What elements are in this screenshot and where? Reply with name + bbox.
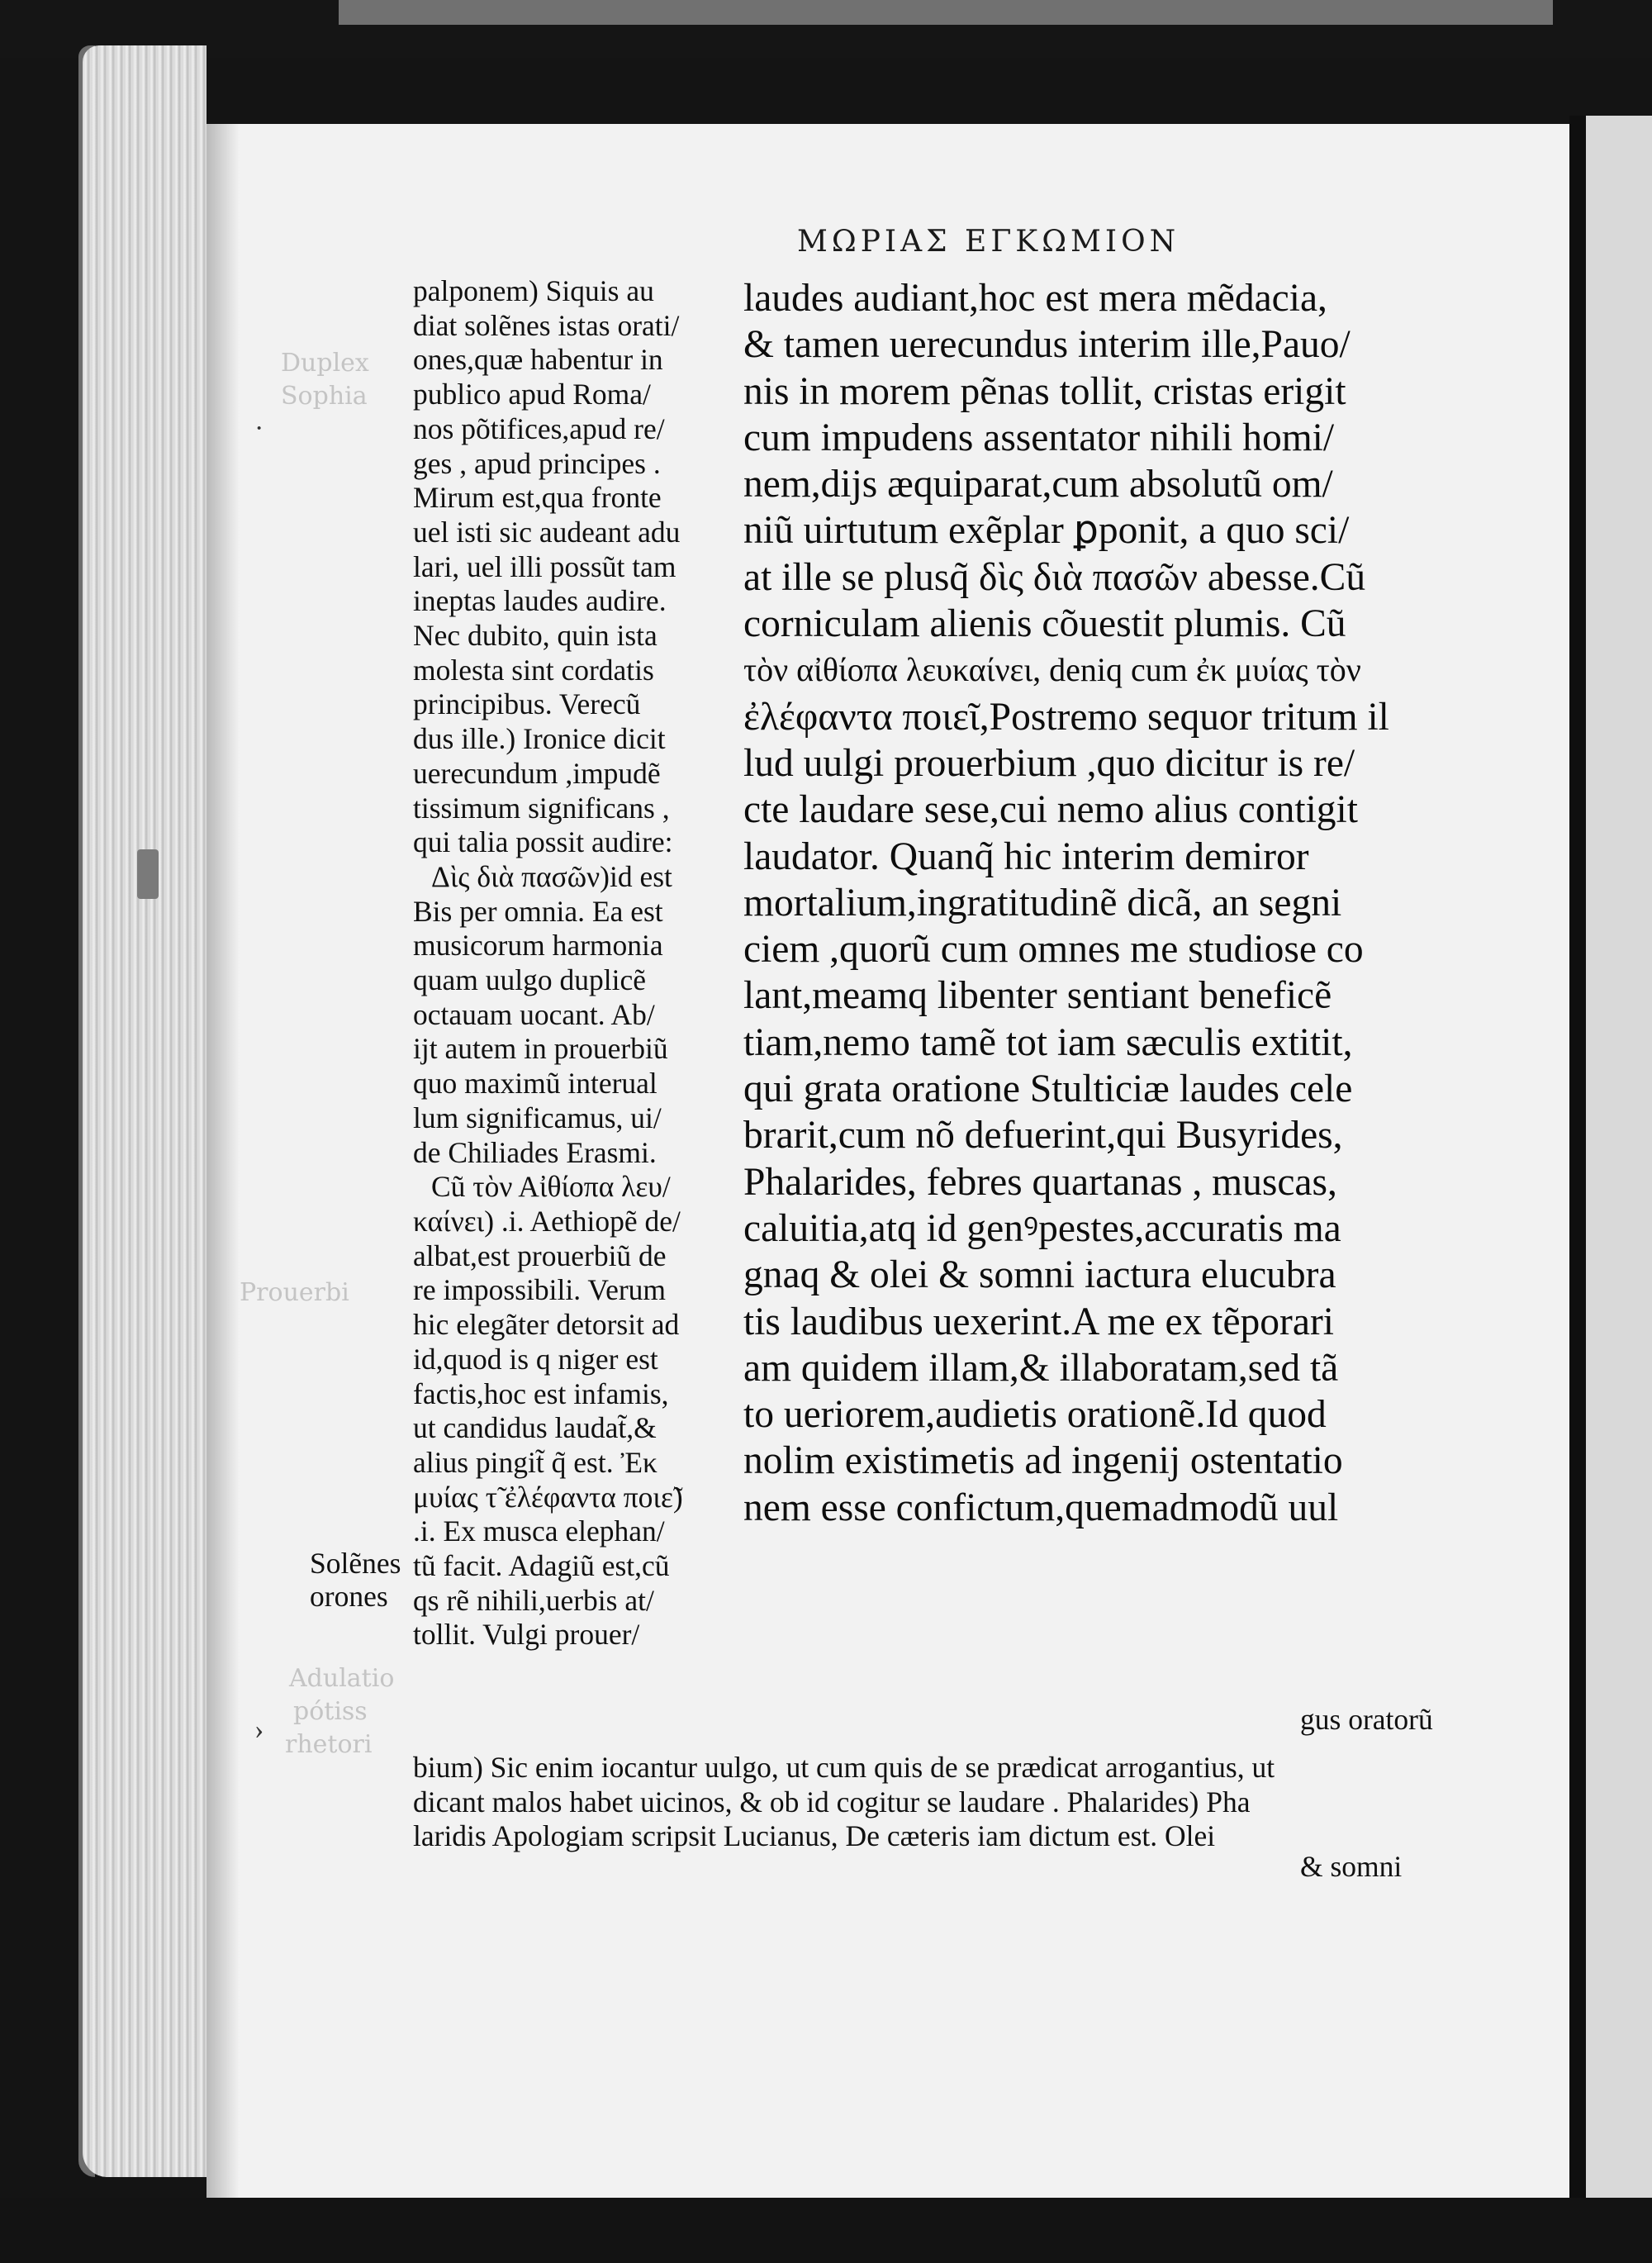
commentary-line: hic elegãter detorsit ad [413, 1308, 680, 1342]
main-text-line: laudator. Quanq̃ hic interim demiror [743, 834, 1309, 878]
next-page-sliver [1586, 116, 1652, 2231]
commentary-line: quo maximũ interual [413, 1067, 657, 1101]
commentary-line: tollit. Vulgi prouer/ [413, 1618, 640, 1652]
commentary-line: uel isti sic audeant adu [413, 515, 681, 549]
commentary-line: Cũ τὸν Αἰθίοπα λευ/ [431, 1170, 671, 1204]
main-text-line: nem,dijs æquiparat,cum absolutũ om/ [743, 463, 1333, 506]
ghost-text: Adulatio [289, 1664, 395, 1693]
commentary-line: Δὶς διὰ πασῶν)id est [431, 859, 672, 893]
commentary-line: lari, uel illi possũt tam [413, 549, 676, 583]
main-text-column [743, 275, 1429, 1531]
main-text-line: ἐλέφαντα ποιεῖ,Postremo sequor tritum il [743, 695, 1389, 739]
commentary-line: Bis per omnia. Ea est [413, 894, 663, 928]
commentary-line: molesta sint cordatis [413, 653, 654, 687]
gutter-shade [206, 124, 240, 2206]
commentary-line: lum significamus, ui/ [413, 1101, 662, 1134]
commentary-line: albat,est prouerbiũ de [413, 1238, 667, 1272]
main-text-line: nolim existimetis ad ingenij ostentatio [743, 1439, 1343, 1483]
commentary-line: re impossibili. Verum [413, 1273, 667, 1307]
top-next-volume [339, 0, 1553, 25]
main-text-fragment: gus oratorũ [1300, 1703, 1433, 1736]
margin-note-line: orones [310, 1580, 388, 1613]
main-text-line: lud uulgi prouerbium ,quo dicitur is re/ [743, 741, 1355, 785]
catchword: & somni [1300, 1850, 1403, 1883]
main-text-line: brarit,cum nõ defuerint,qui Busyrides, [743, 1114, 1343, 1158]
main-text-line: cte laudare sese,cui nemo alius contigit [743, 788, 1358, 832]
commentary-line: Nec dubito, quin ista [413, 619, 657, 653]
commentary-line: id,quod is q niger est [413, 1342, 658, 1376]
ghost-text: Sophia [281, 382, 368, 411]
ghost-text: Duplex [281, 349, 369, 378]
ghost-text: pótiss [293, 1697, 368, 1726]
main-text-line: & tamen uerecundus interim ille,Pauo/ [743, 323, 1351, 367]
commentary-line: ges , apud principes . [413, 446, 661, 480]
commentary-line: uerecundum ,impudẽ [413, 756, 661, 790]
main-text-line: to ueriorem,audietis orationẽ.Id quod [743, 1393, 1327, 1437]
commentary-line: tũ facit. Adagiũ est,cũ [413, 1549, 670, 1583]
commentary-line: ijt autem in prouerbiũ [413, 1032, 668, 1066]
main-text-line: tiam,nemo tamẽ tot iam sæculis extitit, [743, 1020, 1353, 1064]
commentary-line: factis,hoc est infamis, [413, 1376, 669, 1410]
commentary-line: καίνει) .i. Aethiopẽ de/ [413, 1204, 681, 1238]
commentary-line: Mirum est,qua fronte [413, 481, 662, 515]
commentary-line: ut candidus laudat̃,& [413, 1411, 657, 1445]
main-text-line: τὸν αἰθίοπα λευκαίνει, deniq cum ἐκ μυίας τὸν [743, 651, 1361, 689]
ink-speck: › [254, 1714, 264, 1745]
ghost-text: Prouerbi [240, 1278, 349, 1307]
commentary-line: .i. Ex musca elephan/ [413, 1514, 665, 1548]
margin-note-line: Solẽnes [310, 1547, 401, 1580]
commentary-column [413, 274, 719, 1652]
main-text-line: ciem ,quorũ cum omnes me studiose co [743, 928, 1364, 972]
commentary-tail [413, 1751, 1446, 1854]
main-text-line: cum impudens assentator nihili homi/ [743, 416, 1335, 459]
main-text-line: tis laudibus uexerint.A me ex tẽporari [743, 1300, 1334, 1343]
commentary-line: quam uulgo duplicẽ [413, 963, 646, 997]
main-text-line: niũ uirtutum exẽplar ꝑponit, a quo sci/ [743, 509, 1350, 553]
margin-note [310, 1547, 401, 1613]
commentary-line: dus ille.) Ironice dicit [413, 722, 666, 756]
commentary-line: tissimum significans , [413, 791, 670, 825]
main-text-line: gnaq & olei & somni iactura elucubra [743, 1253, 1336, 1297]
running-header: MΩPIAΣ EΓKΩMION [797, 225, 1180, 259]
commentary-line: octauam uocant. Ab/ [413, 997, 655, 1031]
commentary-tail-line: bium) Sic enim iocantur uulgo, ut cum quis de se prædicat arrogantius, ut [413, 1751, 1275, 1784]
main-text-line: at ille se plusq̃ δὶς διὰ πασῶν abesse.Cũ [743, 555, 1366, 599]
main-text-line: corniculam alienis cõuestit plumis. Cũ [743, 602, 1346, 646]
main-text-line: Phalarides, febres quartanas , muscas, [743, 1160, 1337, 1204]
main-text-line: nis in morem pẽnas tollit, cristas erigit [743, 369, 1346, 413]
ghost-text: rhetori [285, 1730, 373, 1759]
commentary-line: palponem) Siquis au [413, 274, 654, 307]
main-text-line: am quidem illam,& illaboratam,sed tã [743, 1346, 1339, 1390]
ink-speck: · [254, 413, 264, 444]
main-text-line: mortalium,ingratitudinẽ dicã, an segni [743, 881, 1342, 925]
commentary-line: diat solẽnes istas orati/ [413, 308, 680, 342]
page-edges [83, 45, 206, 2177]
main-text-line: nem esse confictum,quemadmodũ uul [743, 1486, 1339, 1529]
main-text-line: laudes audiant,hoc est mera mẽdacia, [743, 277, 1327, 320]
main-text-line: lant,meamq libenter sentiant beneficẽ [743, 974, 1332, 1018]
commentary-line: qui talia possit audire: [413, 825, 673, 859]
commentary-line: ones,quæ habentur in [413, 343, 663, 377]
commentary-line: μυίας τ̃ ἐλέφαντα ποιε̃) [413, 1480, 683, 1514]
commentary-line: ineptas laudes audire. [413, 584, 667, 618]
bottom-dark-area [0, 2198, 1652, 2263]
clasp-mark [137, 849, 159, 899]
commentary-line: de Chiliades Erasmi. [413, 1135, 657, 1169]
commentary-line: nos põtifices,apud re/ [413, 411, 665, 445]
main-text-line: qui grata oratione Stulticiæ laudes cele [743, 1067, 1353, 1111]
commentary-tail-line: dicant malos habet uicinos, & ob id cogitur se laudare . Phalarides) Pha [413, 1785, 1251, 1818]
main-text-line: caluitia,atq id genꝰpestes,accuratis ma [743, 1206, 1341, 1250]
commentary-line: musicorum harmonia [413, 929, 663, 963]
commentary-line: publico apud Roma/ [413, 378, 651, 411]
commentary-line: principibus. Verecũ [413, 687, 641, 721]
commentary-line: alius pingit̃ q̃ est. Ἐκ [413, 1445, 657, 1479]
commentary-line: qs rẽ nihili,uerbis at/ [413, 1583, 654, 1617]
commentary-tail-line: laridis Apologiam scripsit Lucianus, De cæteris iam dictum est. Olei [413, 1819, 1216, 1853]
